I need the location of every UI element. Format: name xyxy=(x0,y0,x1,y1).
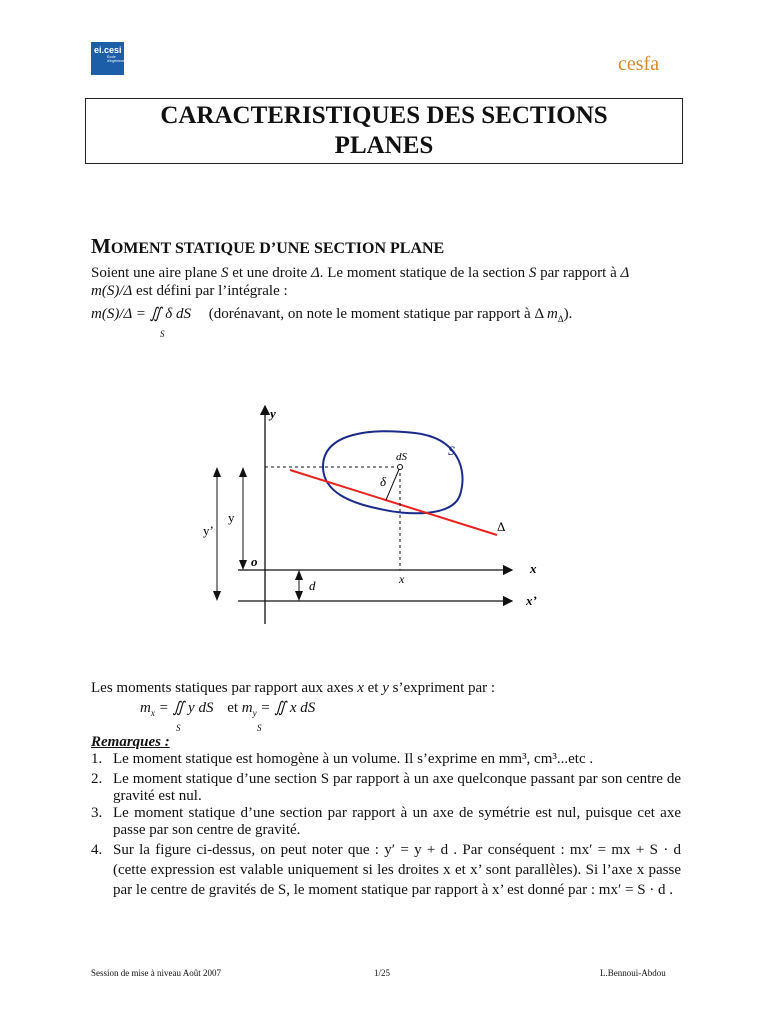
note-m: m xyxy=(547,306,558,322)
var-S: S xyxy=(528,265,537,281)
note-text: (dorénavant, on note le moment statique par rapport à Δ xyxy=(208,306,548,322)
mx: m xyxy=(140,700,151,716)
var-Delta: Δ xyxy=(310,265,320,281)
remark-number: 1. xyxy=(91,751,103,767)
heading-rest: OMENT STATIQUE D’UNE SECTION PLANE xyxy=(110,240,445,257)
remark-number: 4. xyxy=(91,842,103,858)
logo-subtext: École d'ingénieurs xyxy=(107,55,126,63)
footer-page-number: 1/25 xyxy=(374,968,391,978)
var-S: S xyxy=(220,265,229,281)
intro-text: Soient une aire plane xyxy=(91,265,221,281)
logo-text: ei.cesi xyxy=(94,45,122,55)
moments-text: s’expriment par : xyxy=(388,680,496,696)
intro-text: et une droite xyxy=(228,265,311,281)
and-text: et xyxy=(227,700,239,716)
delta-line xyxy=(290,470,497,535)
remarks-title: Remarques : xyxy=(91,734,170,750)
dS-point xyxy=(398,465,403,470)
section-curve xyxy=(323,431,463,513)
integral-formula: m(S)/Δ = ∬ xyxy=(91,306,162,322)
note-sub: Δ xyxy=(557,314,564,324)
footer-author: L.Bennoui-Abdou xyxy=(600,968,666,978)
integral-integrand: δ dS xyxy=(165,306,191,322)
remark-text: Sur la figure ci-dessus, on peut noter que : y′ = y + d . Par conséquent : mx′ = mx + S · d (cette expression est valable uniquement si les droites x et x’ sont parallèles). Si l’axe x passe par le centre de gravités de S, le moment statique par rapport à x’ est donné par : mx′ = S · d . xyxy=(113,842,681,898)
title-line1: CARACTERISTIQUES DES SECTIONS xyxy=(160,102,608,129)
var-y: y xyxy=(382,680,389,696)
intro-text: . Le moment statique de la section xyxy=(319,265,529,281)
remark-text: Le moment statique d’une section par rapport à un axe de symétrie est nul, puisque cet axe passe par son centre de gravité. xyxy=(113,805,681,838)
label-Delta: Δ xyxy=(497,519,506,534)
mx-integral-sub: S xyxy=(176,723,181,733)
moments-formulas xyxy=(140,700,440,722)
my-integral: = ∬ x dS xyxy=(256,700,316,716)
note-end: ). xyxy=(563,306,573,322)
label-delta: δ xyxy=(380,474,387,489)
intro-text: est défini par l’intégrale : xyxy=(132,283,288,299)
label-y-axis: y xyxy=(270,406,276,421)
moments-intro xyxy=(91,680,681,697)
remark-item xyxy=(91,771,681,805)
moments-text: et xyxy=(363,680,383,696)
remark-number: 3. xyxy=(91,805,103,821)
delta-distance xyxy=(386,467,400,500)
label-x-axis: x xyxy=(530,561,537,576)
heading-initial: M xyxy=(91,234,111,258)
title-line2: PLANES xyxy=(334,132,434,159)
label-S: S xyxy=(448,443,456,458)
remark-item xyxy=(91,751,681,768)
mx-sub: x xyxy=(150,708,155,718)
my-integral-sub: S xyxy=(257,723,262,733)
remark-item xyxy=(91,805,681,839)
remark-item xyxy=(91,840,681,900)
var-Delta: Δ xyxy=(620,265,630,281)
label-o: o xyxy=(251,554,258,569)
my: m xyxy=(241,700,253,716)
footer-left: Session de mise à niveau Août 2007 xyxy=(91,968,221,978)
mx-integral: = ∬ y dS xyxy=(154,700,214,716)
integral-subscript: S xyxy=(160,329,165,339)
remark-number: 2. xyxy=(91,771,103,787)
label-y: y xyxy=(228,510,235,525)
remark-text: Le moment statique est homogène à un volume. Il s’exprime en mm³, cm³...etc . xyxy=(113,751,594,767)
var-x: x xyxy=(357,680,364,696)
label-x: x xyxy=(399,572,405,586)
label-dS: dS xyxy=(396,451,407,463)
label-xprime: x’ xyxy=(526,593,537,608)
moments-text: Les moments statiques par rapport aux axes xyxy=(91,680,358,696)
cesfa-brand: cesfa xyxy=(618,53,660,75)
my-sub: y xyxy=(252,708,257,718)
intro-text: par rapport à xyxy=(536,265,621,281)
label-d: d xyxy=(309,578,316,593)
moment-expression: m(S)/Δ xyxy=(91,283,133,299)
label-yprime: y’ xyxy=(203,523,214,538)
remark-text: Le moment statique d’une section S par rapport à un axe quelconque passant par son centre de gravité est nul. xyxy=(113,771,681,804)
